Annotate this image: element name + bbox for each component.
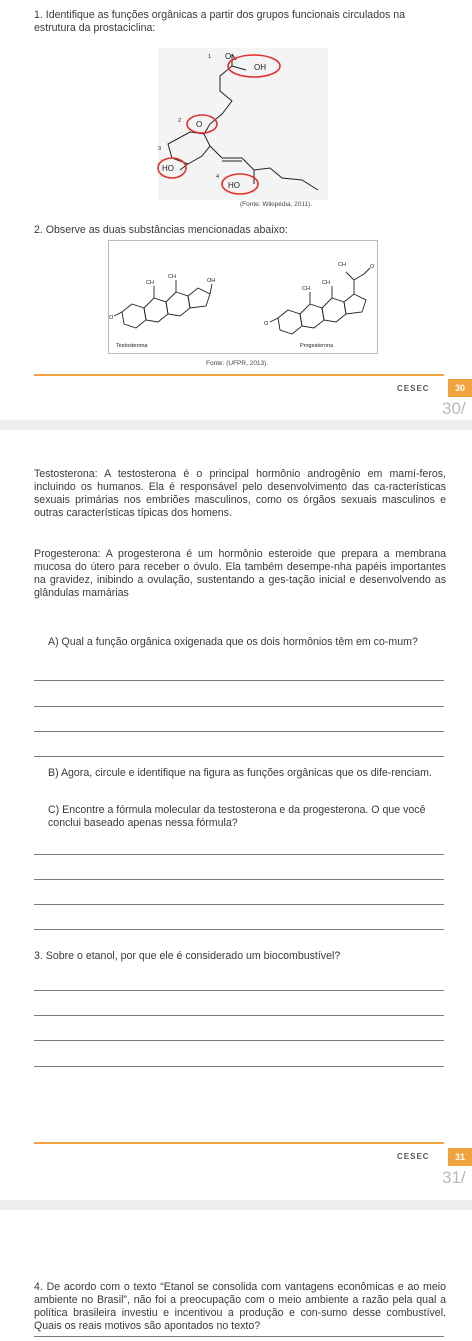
answer-line[interactable] (34, 706, 444, 707)
testo-o: O (109, 315, 114, 321)
testosterona-paragraph: Testosterona: A testosterona é o principal hormônio androgênio em mamí-feros, incluindo os humanos. Ela é responsável pelo desenvolvimento das ca-racterísticas sexuais primárias nos embriões masculinos, como os órgãos sexuais masculinos e outras características típicas dos homens. (34, 468, 446, 519)
answer-line[interactable] (34, 990, 444, 991)
label-ho-left: HO (162, 164, 174, 173)
label-o-carbonyl: O (225, 52, 232, 61)
proge-ch3-a: CH (338, 262, 346, 268)
answer-line[interactable] (34, 854, 444, 855)
page-gap (0, 1200, 472, 1210)
question-a: A) Qual a função orgânica oxigenada que os dois hormônios têm em co-mum? (48, 636, 418, 648)
label-o-ring: O (196, 120, 203, 129)
label-oh-top: OH (254, 63, 266, 72)
figure-2-caption: Fonte: (UFPR, 2013). (206, 360, 269, 367)
page-number-large: 30/ (442, 399, 466, 418)
page-number-large: 31/ (442, 1168, 466, 1187)
question-3-text: 3. Sobre o etanol, por que ele é considerado um biocombustível? (34, 950, 341, 962)
answer-line[interactable] (34, 680, 444, 681)
proge-ch3-c: CH (302, 286, 310, 292)
label-ho-bottom: HO (228, 181, 240, 190)
testo-ch3-a: CH (168, 274, 176, 280)
progesterona-paragraph: Progesterona: A progesterona é um hormônio esteroide que prepara a membrana mucosa do útero para receber o óvulo. Ela também desempe-nha papéis importantes na gravidez, inibindo a ovulação, sustentando a ges-tação inicial e desenvolvendo as glândulas mamárias (34, 548, 446, 599)
label-testosterona: Testosterona (116, 343, 148, 349)
steroids-structure (108, 240, 378, 354)
footer-rule (34, 1142, 444, 1144)
answer-line[interactable] (34, 1066, 444, 1067)
proge-ch3-b: CH (322, 280, 330, 286)
answer-line[interactable] (34, 879, 444, 880)
label-num-2: 2 (178, 118, 182, 124)
proge-o: O (264, 321, 269, 327)
proge-o-top: O (370, 264, 375, 270)
page-gap (0, 420, 472, 430)
page-32 (0, 1210, 472, 1341)
answer-line[interactable] (34, 904, 444, 905)
label-num-1: 1 (208, 54, 212, 60)
answer-line[interactable] (34, 1040, 444, 1041)
answer-line[interactable] (34, 1015, 444, 1016)
label-num-3: 3 (158, 146, 162, 152)
label-progesterona: Progesterona (300, 343, 334, 349)
question-b: B) Agora, circule e identifique na figura as funções orgânicas que os dife-renciam. (48, 767, 432, 779)
footer-rule (34, 374, 444, 376)
answer-line[interactable] (34, 731, 444, 732)
testo-ch3-b: CH (146, 280, 154, 286)
question-4-text: 4. De acordo com o texto “Etanol se consolida com vantagens econômicas e ao meio ambiente no Brasil”, não foi a preocupação com o meio ambiente a razão pela qual a política brasileira investiu e incentivou a produção e con-sumo desse combustível. Quais os reais motivos são apontados no texto? (34, 1281, 446, 1332)
figure-1-caption: (Fonte: Wikipédia, 2011). (240, 201, 313, 208)
label-num-4: 4 (216, 174, 220, 180)
page-number-box: 30 (448, 379, 472, 397)
question-c: C) Encontre a fórmula molecular da testosterona e da progesterona. O que você conclui baseado apenas nessa fórmula? (48, 804, 426, 829)
page-number-box: 31 (448, 1148, 472, 1166)
page-31 (0, 430, 472, 1200)
question-1-text: 1. Identifique as funções orgânicas a partir dos grupos funcionais circulados na estrutura da prostaciclina: (34, 9, 406, 34)
prostacyclin-structure (150, 46, 340, 206)
answer-line[interactable] (34, 756, 444, 757)
footer-brand: CESEC (397, 1152, 430, 1161)
footer-brand: CESEC (397, 384, 430, 393)
question-2-text: 2. Observe as duas substâncias mencionadas abaixo: (34, 224, 288, 236)
answer-line[interactable] (34, 929, 444, 930)
page-30 (0, 0, 472, 420)
testo-oh: OH (207, 278, 216, 284)
answer-line[interactable] (34, 1336, 444, 1337)
